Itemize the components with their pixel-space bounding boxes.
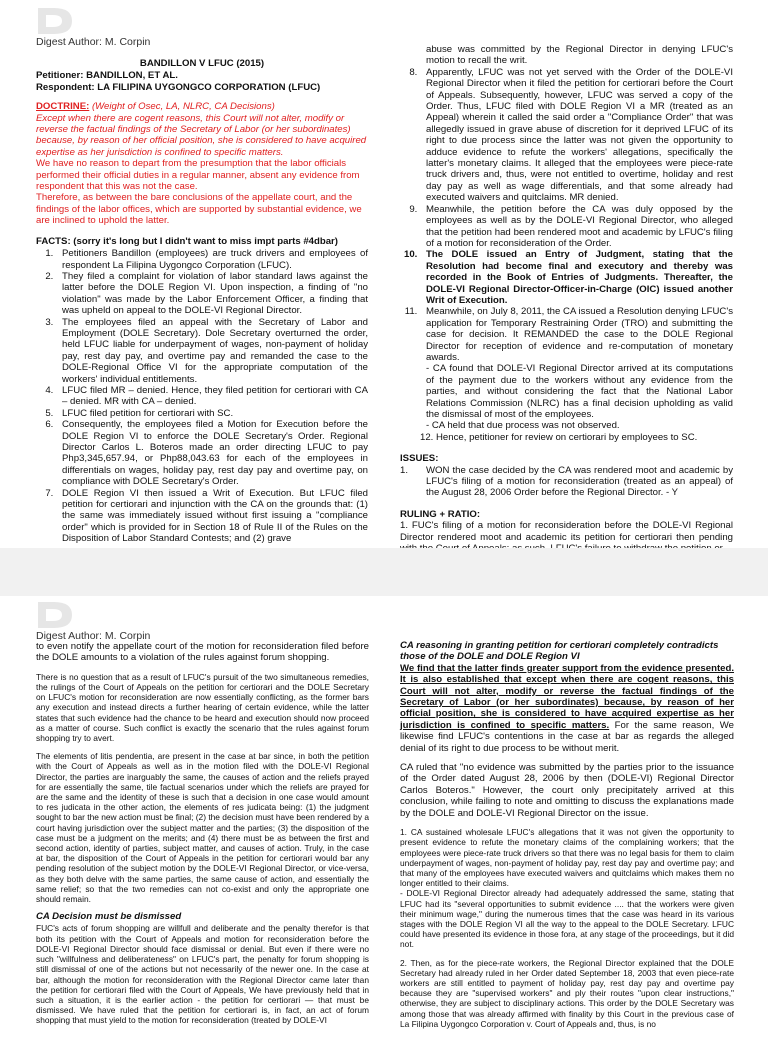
ca-ruling-paragraph: CA ruled that "no evidence was submitted by the parties prior to the issuance of the Order dated August 28, 2006 by then (DOLE-VI) Regional Director Carlos Boteros." However, the court only precipitately arrived at this conclusion, while failing to note and omitting to discuss the explanations made by the DOLE and DOLE-VI Regional Director on the issue.: [400, 762, 734, 819]
forum-shopping-paragraph: There is no question that as a result of LFUC's pursuit of the two simultaneous remedies, the rulings of the Court of Appeals on the petition for certiorari and the DOLE Secretary on LFUC's motion for reconsideration are now essentially conflicting, as the former bars any execution and instead directs a further hearing of certain evidence, while the latter states that such evidence had the chance to be heard and execution should now proceed as a matter of course. Such conflict is exactly the scenario that the rules against forum shopping try to avert.: [36, 671, 369, 744]
doctrine-text-2: We have no reason to depart from the presumption that the labor officials performed their official duties in a regular manner, absent any evidence from respondent that this was not the case.: [36, 158, 360, 193]
doctrine-heading: DOCTRINE: (Weight of Osec, LA, NLRC, CA Decisions): [36, 101, 275, 113]
secretary-findings-paragraph: We find that the latter finds greater support from the evidence presented. It is also established that except when there are cogent reasons, this Court will not alter, modify or reverse the factual findings of the Secretary of Labor (or her subordinates) because, by reason of her official position, she is considered to have acquired expertise as her jurisdiction is confined to specific matters. For the same reason, We likewise find LFUC's contentions in the case at bar as regards the alleged denial of its right to due process to be without merit.: [400, 662, 734, 754]
right-column: [400, 44, 733, 554]
fact-item: 8. Apparently, LFUC was not yet served with the Order of the DOLE-VI Regional Director when it filed the petition for certiorari before the Court of Appeals. Subsequently, however, LFUC was served a copy of the Order. Thus, LFUC filed with DOLE Region VI a MR (treated as an Appeal) wherein it called the said order a "Compliance Order" that was allegedly issued in grave abuse of discretion for it deprived LFUC of its right to due process since the latter was not given the opportunity to adduce evidence to refute the workers' allegations, specifically the latter's monetary claims. It alleged that the employees were piece-rate truck drivers and, thus, were not entitled to overtime, holiday and rest day pay as well as wage differentials, and that some already had executed waivers and quitclaims. MR denied.: [420, 67, 733, 204]
facts-heading: FACTS: (sorry it's long but I didn't want to miss impt parts #4dbar): [36, 235, 338, 247]
issue-text: WON the case decided by the CA was rendered moot and academic by LFUC's filing of a motion for reconsideration (treated as an appeal) of the August 28, 2006 Order before the Regional Director. - Y: [426, 464, 733, 499]
fact-item: 7. DOLE Region VI then issued a Writ of Execution. But LFUC filed petition for certiorari and injunction with the CA on the grounds that: (1) the same was immediately issued without first issuing a "compliance order" which is provided for in Section 18 of Rule II of the Rules on the Disposition of Labor Standard Contests; and (2) grave: [56, 488, 368, 545]
ruling-continued: to even notify the appellate court of the motion for reconsideration filed before the DOLE amounts to a violation of the rules against forum shopping.: [36, 641, 369, 664]
explanation-item: - DOLE-VI Regional Director already had adequately addressed the same, stating that LFUC had its "several opportunities to submit evidence .... that the workers were given their minimum wage," during the numerous times that the case was heard in its various stages with the DOLE Region VI all the way to the appeal to the DOLE Secretary. LFUC could have presented its evidence in those fora, at any stage of the proceedings, but it did not.: [400, 888, 734, 950]
page-separator: [0, 548, 768, 596]
issue-item: [400, 465, 733, 499]
watermark-logo-icon: [36, 600, 74, 630]
facts-list: [36, 248, 368, 545]
left-column: [36, 58, 368, 545]
left-column: [36, 641, 369, 1034]
respondent-line: Respondent: LA FILIPINA UYGONGCO CORPORATION (LFUC): [36, 81, 321, 93]
document-page-2: [0, 596, 768, 1029]
doctrine-text-1: Except when there are cogent reasons, this Court will not alter, modify or reverse the factual findings of the Secretary of Labor (or her subordinates) because, by reason of her official position, she is considered to have acquired expertise as her jurisdiction is confined to specific matters.: [36, 112, 367, 158]
litis-pendentia-paragraph: The elements of litis pendentia, are present in the case at bar since, in both the petition with the Court of Appeals as well as in the motion filed with the DOLE-VI Regional Director, the parties are inarguably the same, the causes of action and the reliefs prayed for are essentially the same, tile factual scenarios under which the reliefs are prayed for are the same and the identity of these is such that a decision in one case would amount to res judicata in the other action, the elements of res judicata being: (1) the judgment sought to bar the new action must be final; (2) the decision must have been rendered by a court having jurisdiction over the subject matter and the parties; (3) the disposition of the case must be a judgment on the merits; and (4) there must be as between the first and second action, identity of parties, subject matter, and causes of action. Truly, in the case at bar, the disposition of the Court of Appeals in the petition for certiorari would bar any pending resolution of the subject motion by the DOLE-VI Regional Director, or vice-versa, as they both delve with the same parties, the same cause of action, and essentially the same relief; so that the two remedies can not co-exist and only the appropriate one should remain.: [36, 751, 369, 905]
watermark-logo-icon: [36, 6, 74, 36]
digest-author: Digest Author: M. Corpin: [36, 36, 151, 48]
petitioner-line: Petitioner: BANDILLON, ET AL.: [36, 70, 178, 82]
ca-reasoning-heading: CA reasoning in granting petition for certiorari completely contradicts those of the DOLE and DOLE Region VI: [400, 640, 719, 663]
issue-number: 1.: [400, 464, 409, 476]
fact-item: 5. LFUC filed petition for certiorari with SC.: [56, 408, 368, 419]
fact-item: 10. The DOLE issued an Entry of Judgment, stating that the Resolution had become final and executory and thereby was recorded in the Book of Entries of Judgments. Thereafter, the DOLE-VI Regional Director-Officer-in-Charge (OIC) issued another Writ of Execution.: [420, 249, 733, 306]
facts-list-continued: [400, 67, 733, 364]
case-title: BANDILLON V LFUC (2015): [139, 58, 265, 69]
dismissal-paragraph: FUC's acts of forum shopping are willfull and deliberate and the penalty therefor is that both its petition with the Court of Appeals and motion for reconsideration before the DOLE-VI Regional Director should face dismissal or denial. But even if there were no such "willfulness and deliberateness" on LFUC's part, the penalty for forum shopping is still dismissal of one of the actions but not necessarily of the newer one. In the case at bar, although the motion for reconsideration with the Regional Director came later than the petition for certiorari filed with the Court of Appeals, We have previously held that in such a situation, it is the earlier action - the petition for certiorari — that must be dismissed. We have ruled that the petition for certiorari is, in fact, an act of forum shopping that must yield to the motion for reconsideration (treated by DOLE-VI: [36, 923, 369, 1026]
ca-found-note: - CA found that DOLE-VI Regional Director arrived at its computations of the payment due to the workers without any evidence from the parties, and without considering the fact that the National Labor Relations Commission (NLRC) has a final decision upholding as valid the dismissal of most of the employees.: [426, 363, 733, 420]
right-column: [400, 640, 734, 1037]
fact-item: 9. Meanwhile, the petition before the CA was duly opposed by the employees as well as by the DOLE-VI Regional Director, who alleged that the petition had been rendered moot and academic by LFUC's filing of a motion for reconsideration of the Order.: [420, 204, 733, 250]
digest-author: Digest Author: M. Corpin: [36, 630, 151, 642]
fact-item: 4. LFUC filed MR – denied. Hence, they filed petition for certiorari with CA – denied. MR with CA – denied.: [56, 385, 368, 408]
ca-held-note: - CA held that due process was not observed.: [426, 420, 620, 432]
ruling-heading: RULING + RATIO:: [400, 508, 481, 520]
facts-continued: abuse was committed by the Regional Director in denying LFUC's motion to recall the writ.: [426, 44, 733, 67]
fact-item: 2. They filed a complaint for violation of labor standard laws against the latter before the DOLE Region VI. Upon inspection, a finding of "no violation" was made by the Labor Enforcement Officer, a finding that was upheld on appeal to the DOLE-VI Regional Director.: [56, 271, 368, 317]
fact-item: 3. The employees filed an appeal with the Secretary of Labor and Employment (DOLE Secretary). Dole Secretary overturned the order, held LFUC liable for underpayment of wages, non-payment of holiday pay, rest day pay, and overtime pay and remanded the case to the DOLE-Regional Office VI for the appropriate computation of the workers' individual entitlements.: [56, 317, 368, 385]
ca-dismissed-heading: CA Decision must be dismissed: [36, 911, 182, 923]
fact-item: 11. Meanwhile, on July 8, 2011, the CA issued a Resolution denying LFUC's application for Temporary Restraining Order (TRO) and submitting the case for decision. It REMANDED the case to the DOLE Regional Director for reception of evidence and re-computation of monetary awards.: [420, 306, 733, 363]
explanation-item: 1. CA sustained wholesale LFUC's allegations that it was not given the opportunity to present evidence to refute the monetary claims of the complaining workers; that the employees were piece-rate truck drivers so that there was no legal basis for them to claim underpayment of wages, non-payment of holiday pay, rest day pay and overtime pay; and that many of the employees have executed waivers and quitclaims which makes them no longer entitled to their claims.: [400, 827, 734, 889]
doctrine-text-3: Therefore, as between the bare conclusions of the appellate court, and the findings of the labor offices, which are supported by substantial evidence, we are inclined to uphold the latter.: [36, 192, 362, 227]
fact-item: 1. Petitioners Bandillon (employees) are truck drivers and employees of respondent La Filipina Uygongco Corporation (LFUC).: [56, 248, 368, 271]
issues-heading: ISSUES:: [400, 453, 439, 465]
explanation-item: 2. Then, as for the piece-rate workers, the Regional Director explained that the DOLE Secretary had already ruled in her Order dated September 18, 2003 that even piece-rate workers are still entitled to payment of holiday pay, rest day pay and overtime pay because they are "supervised workers" and ply their routes "upon clear instructions," otherwise, they are subject to disciplinary actions. This order by the DOLE Secretary was among those that was already affirmed with finality by this Court in the previous case of La Filipina Uygongco Corporation v. Court of Appeals and, thus, is no: [400, 957, 734, 1029]
fact-item-12: 12. Hence, petitioner for review on certiorari by employees to SC.: [420, 431, 698, 443]
ruling-text: 1. FUC's filing of a motion for reconsideration before the DOLE-VI Regional Director rendered moot and academic its petition for certiorari then pending: [400, 520, 733, 543]
explanations-block: [400, 827, 734, 1029]
fact-item: 6. Consequently, the employees filed a Motion for Execution before the DOLE Region VI to enforce the DOLE Secretary's Order. Regional Director Carlos L. Boteros made an order directing LFUC to pay Php3,345,657.94, or Php88,043.63 for each of the employees in differentials on wages, holiday pay, rest day pay and overtime pay, on compliance with DOLE Secretary's Order.: [56, 419, 368, 487]
